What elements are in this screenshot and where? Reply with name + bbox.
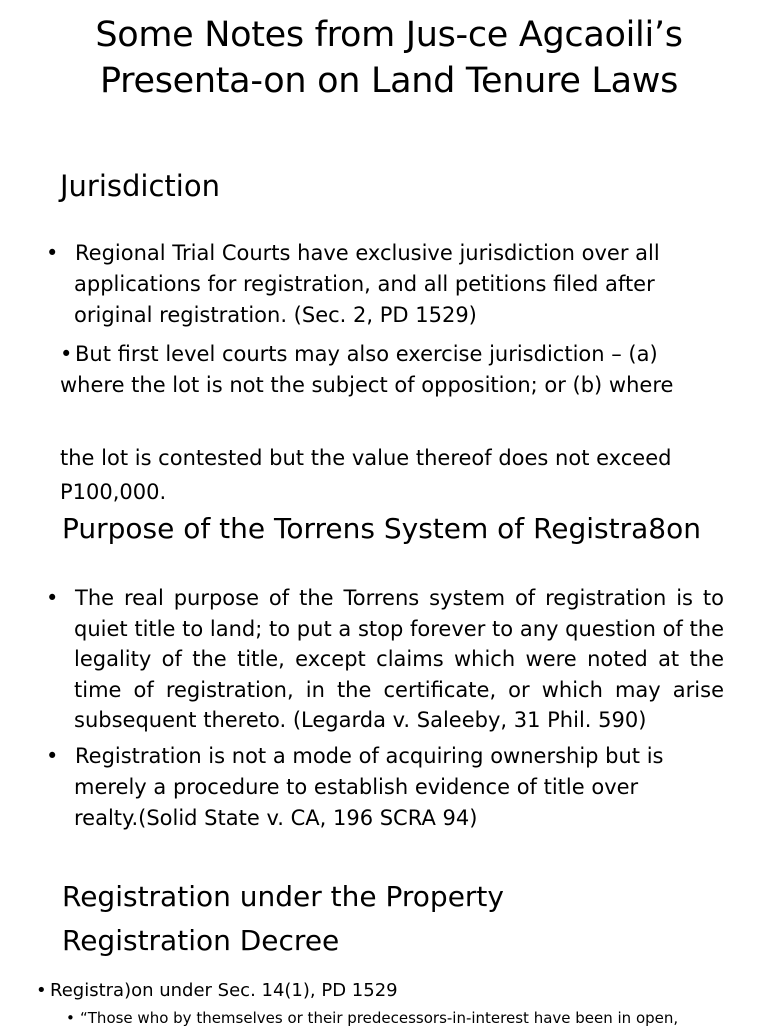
- prd-bullet-sec14-text: Registra)on under Sec. 14(1), PD 1529: [50, 980, 398, 1001]
- jurisdiction-bullet-rtc: [46, 238, 682, 331]
- jurisdiction-bullet-first-level-text: But first level courts may also exercise jurisdiction – (a) where the lot is not the subject of opposition; or (b) where: [60, 342, 674, 397]
- jurisdiction-bullet-rtc-text: Regional Trial Courts have exclusive jurisdiction over all applications for registration, and all petitions filed after original registration. (Sec. 2, PD 1529): [74, 241, 660, 327]
- bullet-icon: •: [36, 980, 47, 1001]
- prd-sub-bullet-predecessors: [66, 1008, 678, 1028]
- torrens-bullet-mode: [46, 741, 682, 834]
- bullet-icon: •: [46, 744, 59, 768]
- torrens-bullet-purpose-text: The real purpose of the Torrens system of registration is to quiet title to land; to put a stop forever to any question of the legality of the title, except claims which were noted at the time of registration, in the certificate, or which may arise subsequent thereto. (Legarda v. Saleeby, 31 Phil. 590): [74, 586, 724, 732]
- prd-heading: Registration under the Property Registration Decree: [62, 880, 504, 957]
- bullet-icon: •: [60, 342, 73, 366]
- jurisdiction-bullet-first-level: [60, 339, 690, 401]
- page-title: Some Notes from Jus-ce Agcaoili’s Presenta-on on Land Tenure Laws: [95, 15, 683, 101]
- torrens-heading: Purpose of the Torrens System of Registra8on: [62, 512, 701, 545]
- jurisdiction-heading: Jurisdiction: [60, 169, 220, 203]
- prd-sub-bullet-predecessors-text: “Those who by themselves or their predecessors-in-interest have been in open,: [80, 1009, 679, 1027]
- jurisdiction-continuation: the lot is contested but the value thereof does not exceed P100,000.: [60, 446, 672, 504]
- torrens-bullet-purpose: [46, 583, 724, 736]
- torrens-bullet-mode-text: Registration is not a mode of acquiring ownership but is merely a procedure to establish evidence of title over realty.(Solid State v. CA, 196 SCRA 94): [74, 744, 664, 830]
- bullet-icon: •: [66, 1009, 75, 1027]
- prd-bullet-sec14: [36, 979, 398, 1003]
- bullet-icon: •: [46, 241, 59, 265]
- bullet-icon: •: [46, 586, 59, 610]
